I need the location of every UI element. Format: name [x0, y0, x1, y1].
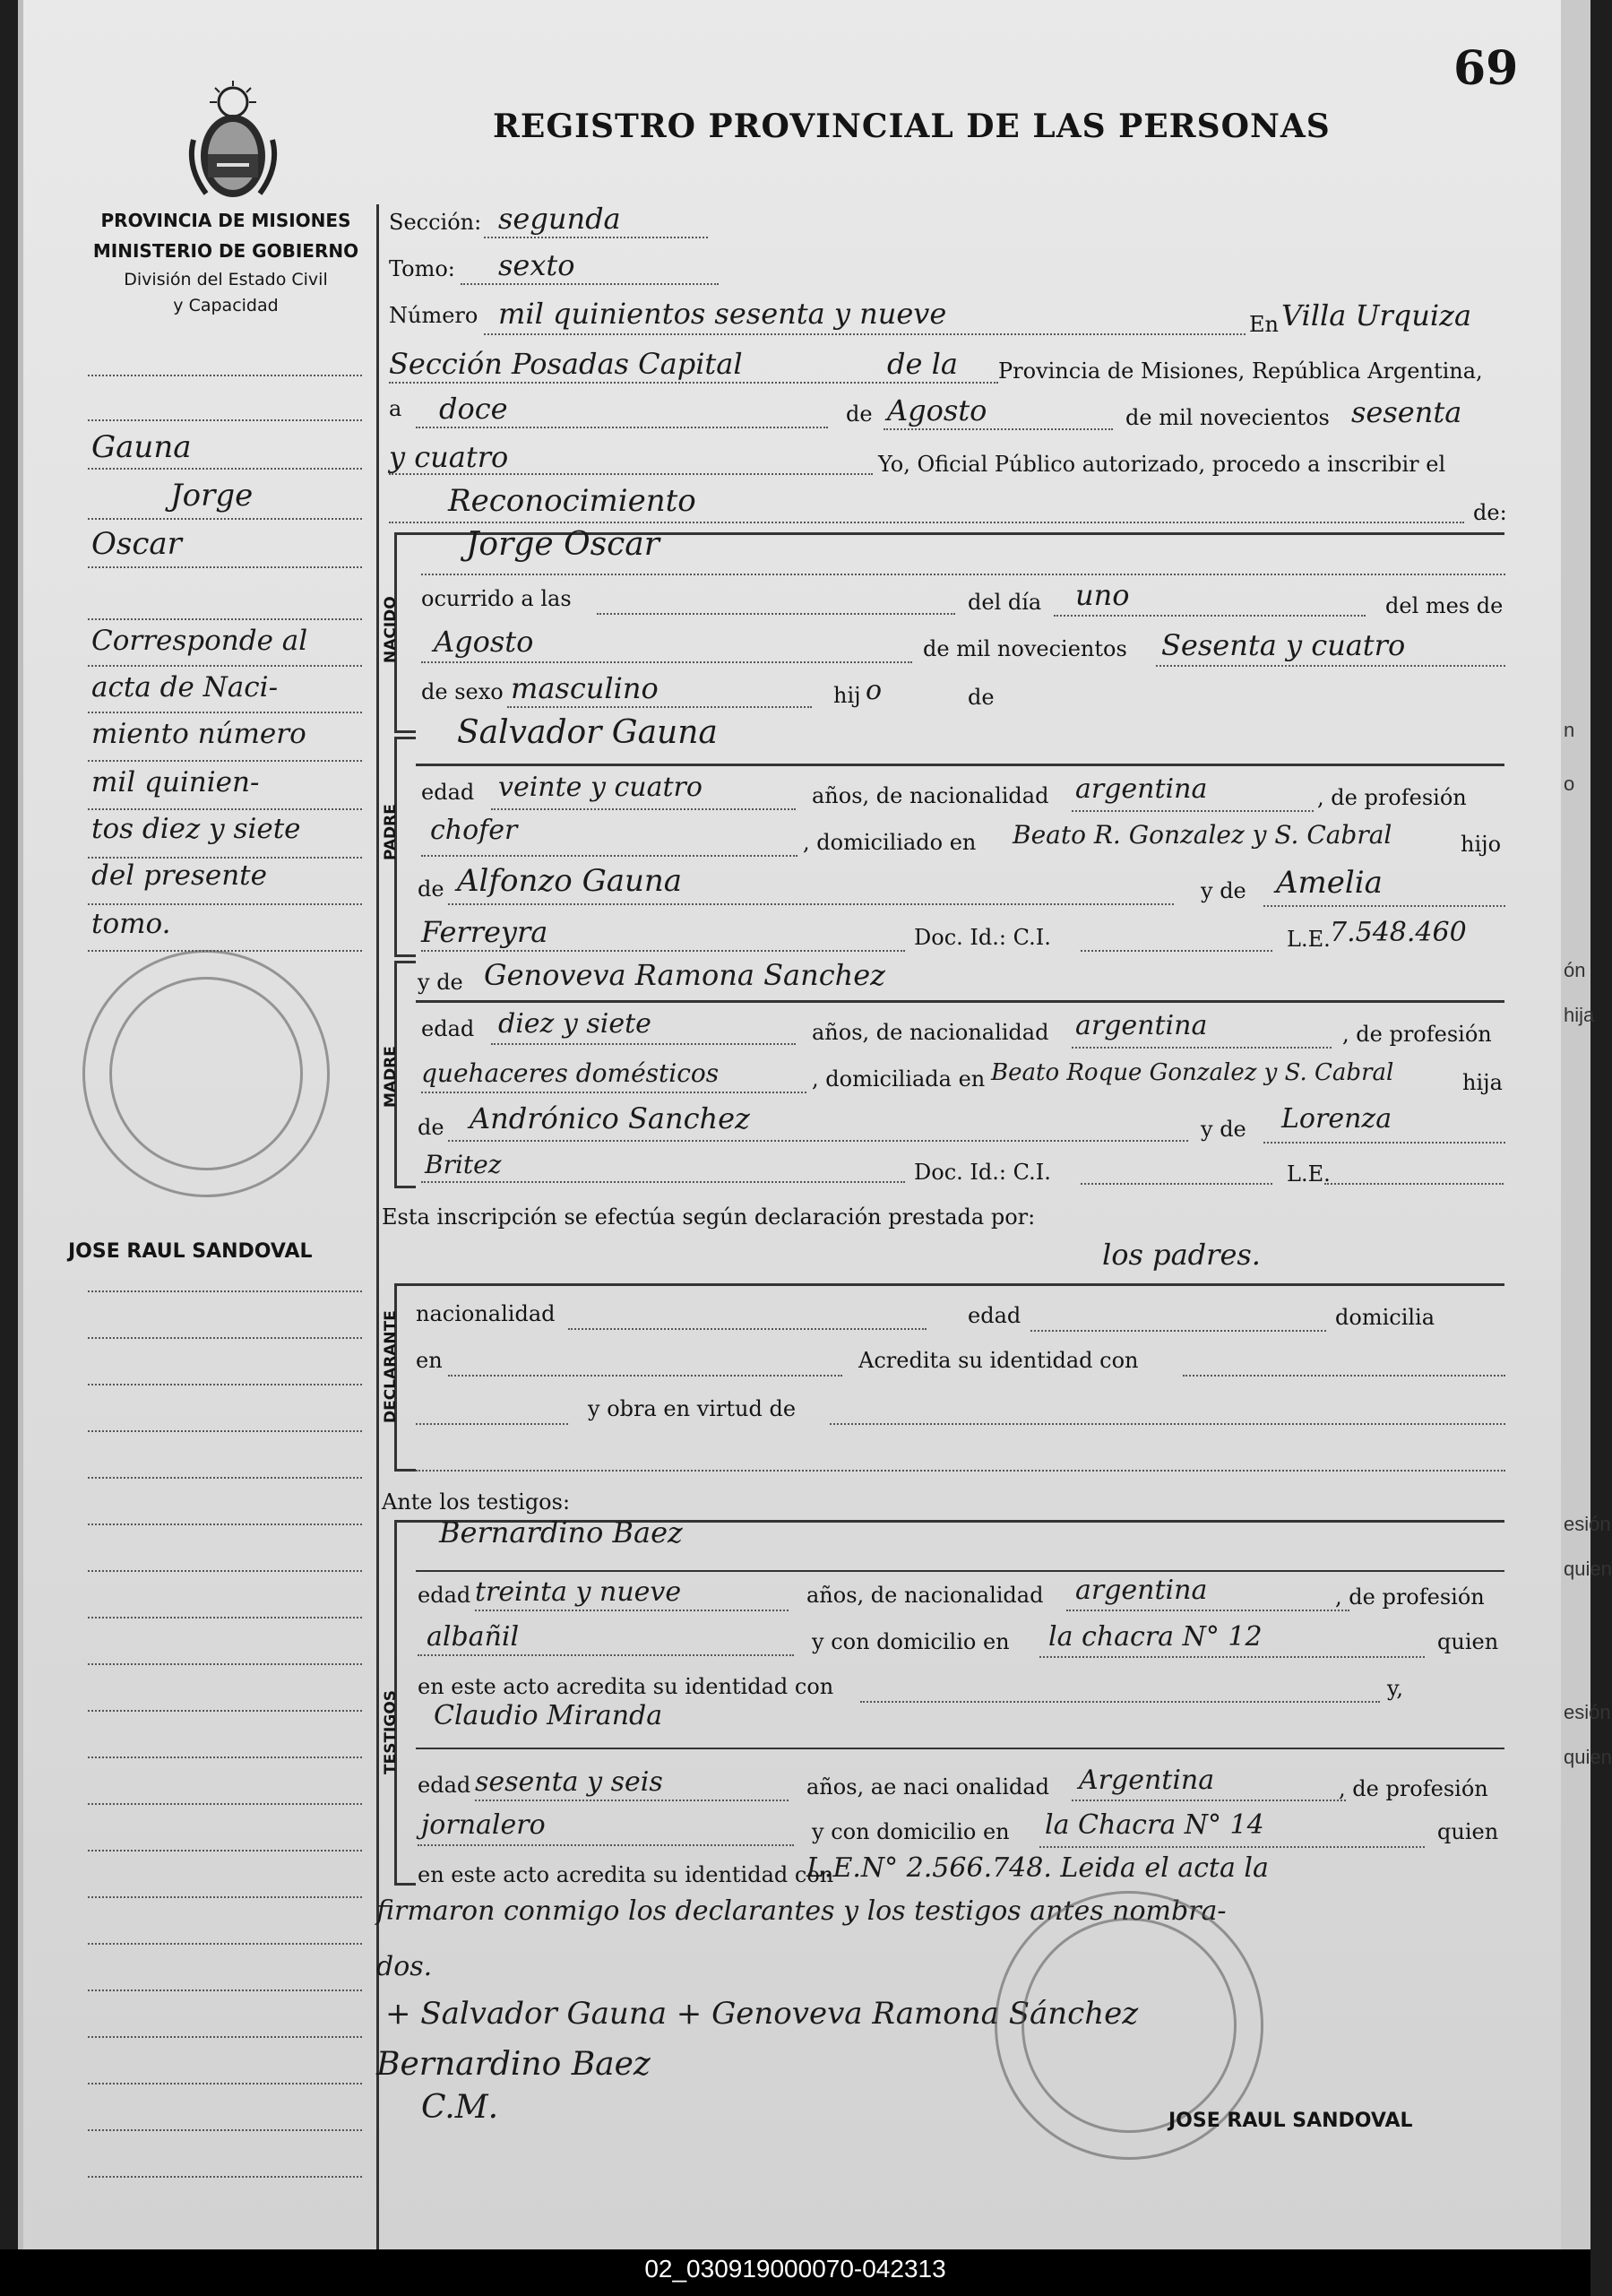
abuela-line: [1263, 905, 1505, 907]
seccion-capital-line: [389, 382, 998, 384]
padre-doc-line: [1081, 950, 1272, 952]
section-divider: [416, 1283, 1504, 1286]
decl-nac-line: [568, 1328, 927, 1330]
nacido-nombre-line: [421, 574, 1505, 575]
testigo-2-nombre: Claudio Miranda: [434, 1700, 663, 1731]
declaracion-text: Esta inscripción se efectúa según declaración prestada por:: [382, 1204, 1036, 1230]
madre-prof-label: , de profesión: [1342, 1022, 1492, 1047]
en-label: En: [1249, 312, 1279, 337]
margin-line: [88, 1757, 362, 1758]
madre-dom-label: , domiciliada en: [812, 1066, 986, 1092]
margin-line: [88, 1663, 362, 1665]
a-line: [416, 427, 828, 428]
padre-label: PADRE: [382, 804, 400, 860]
t1-profesion: albañil: [427, 1621, 520, 1653]
madre-nac: argentina: [1075, 1010, 1208, 1041]
footer-id: 02_030919000070-042313: [644, 2255, 946, 2283]
oficial-text: Yo, Oficial Público autorizado, procedo a inscribir el: [878, 452, 1446, 477]
mil-label: de mil novecientos: [1125, 405, 1330, 430]
t1-domicilio: la chacra N° 12: [1048, 1621, 1263, 1653]
official-stamp-2-inner: [1022, 1918, 1237, 2133]
nacido-mes-line: [421, 661, 912, 663]
nacido-de-label: de: [968, 685, 995, 710]
t2-dom-label: y con domicilio en: [812, 1819, 1010, 1844]
t1-prof-line: [418, 1654, 794, 1656]
abuela-materna-2: Britez: [425, 1150, 502, 1179]
madre-de-label: de: [418, 1115, 444, 1140]
abuela-materna-2-line: [421, 1181, 905, 1183]
adjacent-fragment: quien: [1564, 1558, 1612, 1580]
padre-prof-line: [421, 855, 797, 857]
adjacent-fragment: hija: [1564, 1004, 1595, 1026]
t2-prof-line: [418, 1844, 794, 1846]
seccion-value: segunda: [498, 202, 621, 236]
decl-nac-label: nacionalidad: [416, 1301, 556, 1326]
abuela-paterna-2: Ferreyra: [421, 915, 548, 949]
ministry-label: MINISTERIO DE GOBIERNO: [92, 240, 359, 262]
de-label-2: de:: [1473, 500, 1507, 525]
section-divider: [416, 1748, 1504, 1749]
t2-nac: Argentina: [1079, 1765, 1215, 1796]
t2-acredita: L.E.N° 2.566.748. Leida el acta la: [806, 1852, 1269, 1884]
seccion-label: Sección:: [389, 210, 482, 235]
de-la-value: de la: [887, 347, 958, 381]
margin-line: [88, 1850, 362, 1851]
t1-edad-label: edad: [418, 1583, 471, 1608]
padre-domicilio: Beato R. Gonzalez y S. Cabral: [1013, 820, 1392, 850]
testigos-text: Ante los testigos:: [382, 1489, 571, 1515]
t1-prof-label: , de profesión: [1335, 1584, 1485, 1610]
t2-edad: sesenta y seis: [475, 1766, 663, 1798]
seccion-capital-value: Sección Posadas Capital: [389, 347, 743, 381]
a-label: a: [389, 396, 402, 421]
seccion-line: [484, 237, 708, 238]
del-dia-label: del día: [968, 590, 1042, 615]
tomo-value: sexto: [498, 248, 575, 282]
padre-nac-label: años, de nacionalidad: [812, 783, 1049, 808]
margin-line: [88, 760, 362, 762]
margin-note-line: acta de Naci-: [91, 671, 279, 703]
sexo-line: [507, 706, 812, 708]
t1-edad: treinta y nueve: [475, 1576, 682, 1608]
abuelo-line: [448, 903, 1174, 905]
margin-note-line: Corresponde al: [91, 625, 308, 657]
margin-line: [88, 1943, 362, 1945]
year-value-2: y cuatro: [389, 440, 509, 474]
abuela-materna-line: [1263, 1142, 1505, 1144]
margin-line: [88, 375, 362, 376]
t1-nac-line: [1066, 1610, 1349, 1611]
padre-doc-label: Doc. Id.: C.I.: [914, 925, 1051, 950]
nacido-label: NACIDO: [382, 596, 400, 663]
sexo-label: de sexo: [421, 679, 504, 704]
nacido-dia: uno: [1075, 578, 1130, 612]
year-value: sesenta: [1351, 395, 1462, 429]
margin-line: [88, 1477, 362, 1479]
numero-value: mil quinientos sesenta y nueve: [498, 297, 947, 331]
margin-line: [88, 566, 362, 568]
decl-virtud-line: [830, 1423, 1505, 1425]
ocurrido-label: ocurrido a las: [421, 586, 572, 611]
decl-edad-label: edad: [968, 1303, 1022, 1328]
t1-dom-label: y con domicilio en: [812, 1629, 1010, 1654]
t2-edad-label: edad: [418, 1773, 471, 1798]
margin-line: [88, 1570, 362, 1572]
mes-value: Agosto: [887, 393, 987, 427]
ocurrido-line: [597, 613, 955, 615]
sexo-value: masculino: [511, 671, 659, 705]
padre-le-label: L.E.: [1287, 927, 1331, 952]
t2-domicilio: la Chacra N° 14: [1045, 1809, 1264, 1841]
t1-quien: quien: [1437, 1629, 1499, 1654]
padre-de-label: de: [418, 876, 444, 902]
adjacent-fragment: ón: [1564, 959, 1586, 981]
margin-name: Oscar: [91, 526, 182, 562]
madre-doc-label: Doc. Id.: C.I.: [914, 1160, 1051, 1185]
margin-line: [88, 665, 362, 667]
tomo-label: Tomo:: [389, 256, 455, 281]
section-divider: [416, 764, 1504, 766]
abuelo-paterno: Alfonzo Gauna: [457, 863, 683, 899]
nacido-nombre: Jorge Oscar: [466, 526, 659, 563]
margin-line: [88, 1430, 362, 1432]
official-stamp-inner: [109, 977, 303, 1170]
adjacent-fragment: o: [1564, 773, 1575, 795]
page-title: REGISTRO PROVINCIAL DE LAS PERSONAS: [493, 108, 1331, 145]
decl-en-line: [448, 1375, 842, 1377]
page-number: 69: [1453, 41, 1519, 96]
nacido-mil-label: de mil novecientos: [923, 636, 1127, 661]
margin-line: [88, 2036, 362, 2038]
margin-line: [88, 1990, 362, 1991]
t1-dom-line: [1039, 1656, 1425, 1658]
t2-dom-line: [1039, 1846, 1425, 1848]
margin-line: [88, 2176, 362, 2178]
t2-quien: quien: [1437, 1819, 1499, 1844]
acto-line: [389, 522, 1464, 523]
acto-value: Reconocimiento: [448, 483, 696, 519]
madre-doc-line: [1081, 1183, 1272, 1185]
madre-le-label: L.E.: [1287, 1161, 1331, 1187]
padre-edad-label: edad: [421, 780, 475, 805]
provincia-text: Provincia de Misiones, República Argentina,: [998, 358, 1483, 384]
abuela-materna: Lorenza: [1281, 1103, 1392, 1135]
margin-line: [88, 1710, 362, 1712]
margin-line: [88, 1896, 362, 1898]
t1-nac: argentina: [1075, 1575, 1208, 1606]
margin-line: [88, 1337, 362, 1339]
del-mes-label: del mes de: [1385, 593, 1504, 618]
madre-edad: diez y siete: [498, 1008, 651, 1040]
madre-hija-label: hija: [1462, 1070, 1503, 1095]
section-divider: [416, 1570, 1504, 1572]
margin-line: [88, 1523, 362, 1525]
margin-line: [88, 468, 362, 470]
abuela-paterna: Amelia: [1276, 865, 1383, 901]
abuelo-materno: Andrónico Sanchez: [470, 1101, 750, 1135]
testigos-label: TESTIGOS: [382, 1689, 400, 1774]
signature-witness-1: Bernardino Baez: [376, 2046, 651, 2083]
padre-profesion: chofer: [430, 815, 518, 846]
hij-label: hij: [833, 683, 861, 708]
nacido-year-line: [1156, 665, 1505, 667]
signature-witness-2: C.M.: [421, 2089, 499, 2126]
margin-line: [88, 1290, 362, 1292]
numero-label: Número: [389, 303, 478, 328]
madre-nombre: Genoveva Ramona Sanchez: [484, 958, 886, 992]
margin-line: [88, 1617, 362, 1618]
en-value: Villa Urquiza: [1281, 298, 1472, 332]
margin-line: [88, 419, 362, 421]
madre-label: MADRE: [382, 1046, 400, 1108]
mes-line: [884, 428, 1113, 430]
de-label: de: [846, 401, 873, 427]
division-label: División del Estado Civil: [124, 270, 328, 289]
padre-dom-label: , domiciliado en: [803, 830, 977, 855]
decl-en-label: en: [416, 1348, 443, 1373]
declarante-nombre: los padres.: [1102, 1238, 1261, 1272]
hij-value: o: [866, 675, 883, 706]
t1-acredita-label: en este acto acredita su identidad con: [418, 1674, 834, 1699]
t1-acredita-line: [860, 1701, 1380, 1703]
padre-y-de-label: y de: [1201, 878, 1246, 903]
madre-domicilio: Beato Roque Gonzalez y S. Cabral: [991, 1059, 1394, 1086]
numero-line: [484, 333, 1246, 335]
madre-edad-line: [491, 1043, 796, 1045]
adjacent-fragment: quien: [1564, 1746, 1612, 1768]
tomo-line: [461, 283, 719, 285]
margin-line: [88, 2129, 362, 2131]
margin-line: [88, 518, 362, 520]
madre-profesion: quehaceres domésticos: [421, 1058, 720, 1088]
closing-line-2: dos.: [376, 1951, 433, 1982]
margin-note-line: tos diez y siete: [91, 813, 301, 845]
margin-name: Jorge: [170, 478, 254, 514]
adjacent-fragment: esión: [1564, 1513, 1611, 1535]
madre-y-de-label: y de: [418, 970, 463, 995]
stamp-name: JOSE RAUL SANDOVAL: [68, 1240, 313, 1263]
padre-prof-label: , de profesión: [1317, 785, 1467, 810]
t2-acredita-label: en este acto acredita su identidad con: [418, 1862, 834, 1887]
margin-line: [88, 903, 362, 905]
year-line: [389, 473, 873, 475]
adjacent-fragment: esión: [1564, 1701, 1611, 1723]
padre-le-value: 7.548.460: [1330, 917, 1467, 948]
margin-line: [88, 712, 362, 713]
section-divider: [416, 1000, 1504, 1003]
t1-y: y,: [1387, 1676, 1403, 1701]
madre-y-de2-label: y de: [1201, 1117, 1246, 1142]
margin-note-line: mil quinien-: [91, 766, 260, 798]
t2-profesion: jornalero: [421, 1809, 546, 1841]
padre-hijo-label: hijo: [1461, 832, 1502, 857]
madre-prof-line: [421, 1092, 806, 1093]
decl-edad-line: [1030, 1330, 1326, 1332]
padre-nombre: Salvador Gauna: [457, 714, 718, 751]
padre-edad: veinte y cuatro: [498, 772, 703, 803]
signatures-parents: + Salvador Gauna + Genoveva Ramona Sánchez: [385, 1996, 1139, 2032]
t1-edad-line: [475, 1610, 789, 1611]
madre-le-line: [1324, 1183, 1504, 1185]
decl-dom-label: domicilia: [1335, 1305, 1435, 1330]
abuelo-materno-line: [448, 1140, 1188, 1142]
dia-value: doce: [439, 392, 508, 426]
division-label-2: y Capacidad: [173, 296, 279, 315]
adjacent-fragment: n: [1564, 719, 1575, 741]
madre-nac-label: años, de nacionalidad: [812, 1020, 1049, 1045]
madre-edad-label: edad: [421, 1016, 475, 1041]
adjacent-page-edge: [1561, 0, 1612, 2249]
t2-edad-line: [475, 1800, 789, 1801]
decl-virtud-line-a: [416, 1423, 568, 1425]
margin-line: [88, 2083, 362, 2085]
stamp-name-2: JOSE RAUL SANDOVAL: [1168, 2110, 1413, 2132]
margin-line: [88, 1384, 362, 1385]
margin-line: [88, 857, 362, 859]
margin-note-line: miento número: [91, 718, 306, 750]
padre-nac-line: [1072, 810, 1314, 812]
decl-acredita-label: Acredita su identidad con: [858, 1348, 1139, 1373]
nacido-mes: Agosto: [434, 625, 534, 659]
decl-virtud-label: y obra en virtud de: [588, 1396, 797, 1421]
padre-nac: argentina: [1075, 773, 1208, 805]
margin-line: [88, 1803, 362, 1805]
closing-line-1: firmaron conmigo los declarantes y los testigos antes nombra-: [376, 1895, 1227, 1927]
margin-line: [88, 618, 362, 620]
nacido-year: Sesenta y cuatro: [1161, 628, 1406, 662]
t2-nac-line: [1072, 1800, 1346, 1801]
decl-extra-line: [416, 1470, 1505, 1472]
t2-nac-label: años, ae naci onalidad: [806, 1774, 1050, 1800]
declarante-label: DECLARANTE: [382, 1310, 400, 1423]
t2-prof-label: , de profesión: [1339, 1776, 1488, 1801]
decl-acredita-line: [1183, 1375, 1505, 1377]
margin-note-line: del presente: [91, 859, 267, 892]
margin-note-line: tomo.: [91, 908, 171, 940]
margin-name: Gauna: [91, 429, 192, 465]
coat-of-arms-icon: [179, 77, 287, 203]
testigo-1-nombre: Bernardino Baez: [439, 1515, 683, 1549]
t1-nac-label: años, de nacionalidad: [806, 1583, 1044, 1608]
padre-edad-line: [491, 808, 796, 810]
abuela-2-line: [421, 950, 905, 952]
madre-nac-line: [1072, 1047, 1332, 1049]
dia-line: [1054, 615, 1366, 617]
margin-line: [88, 808, 362, 810]
province-label: PROVINCIA DE MISIONES: [100, 210, 351, 231]
